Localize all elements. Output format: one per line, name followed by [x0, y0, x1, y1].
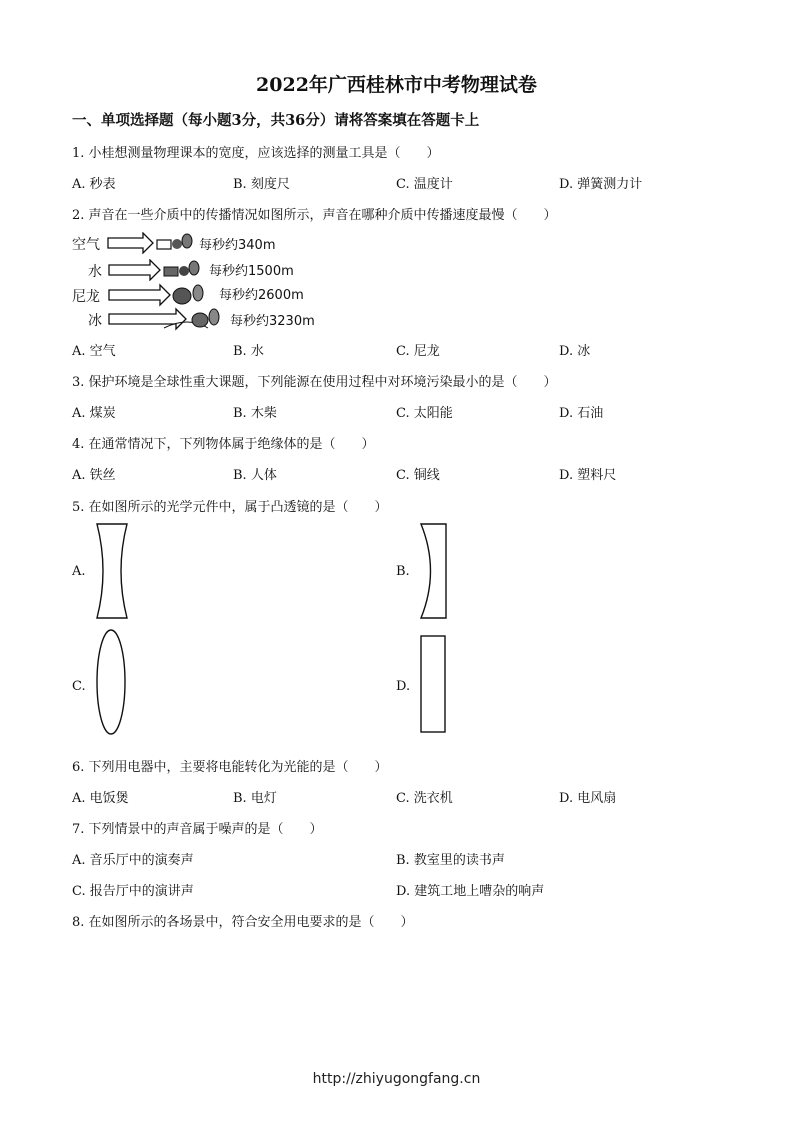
question-8-stem: 8. 在如图所示的各场景中，符合安全用电要求的是（ ）	[72, 915, 414, 930]
q4-option-a: A. 铁丝	[72, 468, 116, 483]
q5-option-b: B.	[396, 564, 410, 579]
question-3-stem: 3. 保护环境是全球性重大课题，下列能源在使用过程中对环境污染最小的是（ ）	[72, 375, 557, 390]
medium-label-ice: 冰	[88, 313, 102, 329]
question-6-stem: 6. 下列用电器中，主要将电能转化为光能的是（ ）	[72, 760, 388, 775]
q7-option-b: B. 教室里的读书声	[396, 853, 505, 868]
q6-option-b: B. 电灯	[233, 791, 277, 806]
concave-lens-icon	[94, 522, 130, 620]
footer-url[interactable]: http://zhiyugongfang.cn	[312, 1071, 481, 1087]
convex-lens-icon	[94, 628, 128, 736]
question-2-stem: 2. 声音在一些介质中的传播情况如图所示，声音在哪种介质中传播速度最慢（ ）	[72, 208, 557, 223]
speed-label-water: 每秒约1500m	[209, 264, 294, 279]
concave-convex-lens-icon	[418, 522, 450, 620]
q7-option-a: A. 音乐厅中的演奏声	[72, 853, 194, 868]
speed-label-air: 每秒约340m	[199, 238, 276, 253]
page-title: 2022年广西桂林市中考物理试卷	[256, 74, 537, 96]
q3-option-b: B. 木柴	[233, 406, 277, 421]
q7-option-c: C. 报告厅中的演讲声	[72, 884, 194, 899]
section-heading: 一、单项选择题（每小题3分，共36分）请将答案填在答题卡上	[72, 112, 480, 129]
sound-propagation-figure	[72, 228, 332, 333]
question-4-stem: 4. 在通常情况下，下列物体属于绝缘体的是（ ）	[72, 437, 375, 452]
glass-slab-icon	[418, 634, 448, 734]
q4-option-c: C. 铜线	[396, 468, 440, 483]
q2-option-c: C. 尼龙	[396, 344, 440, 359]
medium-label-water: 水	[88, 264, 102, 280]
q1-option-b: B. 刻度尺	[233, 177, 290, 192]
speed-label-nylon: 每秒约2600m	[219, 288, 304, 303]
q6-option-d: D. 电风扇	[559, 791, 617, 806]
q1-option-a: A. 秒表	[72, 177, 116, 192]
medium-label-air: 空气	[72, 237, 100, 253]
q2-option-b: B. 水	[233, 344, 264, 359]
q6-option-a: A. 电饭煲	[72, 791, 129, 806]
q5-option-a: A.	[72, 564, 86, 579]
question-7-stem: 7. 下列情景中的声音属于噪声的是（ ）	[72, 822, 323, 837]
q6-option-c: C. 洗衣机	[396, 791, 453, 806]
q1-option-d: D. 弹簧测力计	[559, 177, 643, 192]
q4-option-b: B. 人体	[233, 468, 277, 483]
q2-option-a: A. 空气	[72, 344, 116, 359]
q1-option-c: C. 温度计	[396, 177, 453, 192]
speed-label-ice: 每秒约3230m	[230, 314, 315, 329]
question-1-stem: 1. 小桂想测量物理课本的宽度，应该选择的测量工具是（ ）	[72, 146, 440, 161]
q7-option-d: D. 建筑工地上嘈杂的响声	[396, 884, 545, 899]
q5-option-d: D.	[396, 679, 411, 694]
q3-option-d: D. 石油	[559, 406, 604, 421]
q5-option-c: C.	[72, 679, 86, 694]
q2-option-d: D. 冰	[559, 344, 591, 359]
medium-label-nylon: 尼龙	[72, 289, 100, 305]
q4-option-d: D. 塑料尺	[559, 468, 617, 483]
question-5-stem: 5. 在如图所示的光学元件中，属于凸透镜的是（ ）	[72, 500, 388, 515]
q3-option-c: C. 太阳能	[396, 406, 453, 421]
q3-option-a: A. 煤炭	[72, 406, 116, 421]
